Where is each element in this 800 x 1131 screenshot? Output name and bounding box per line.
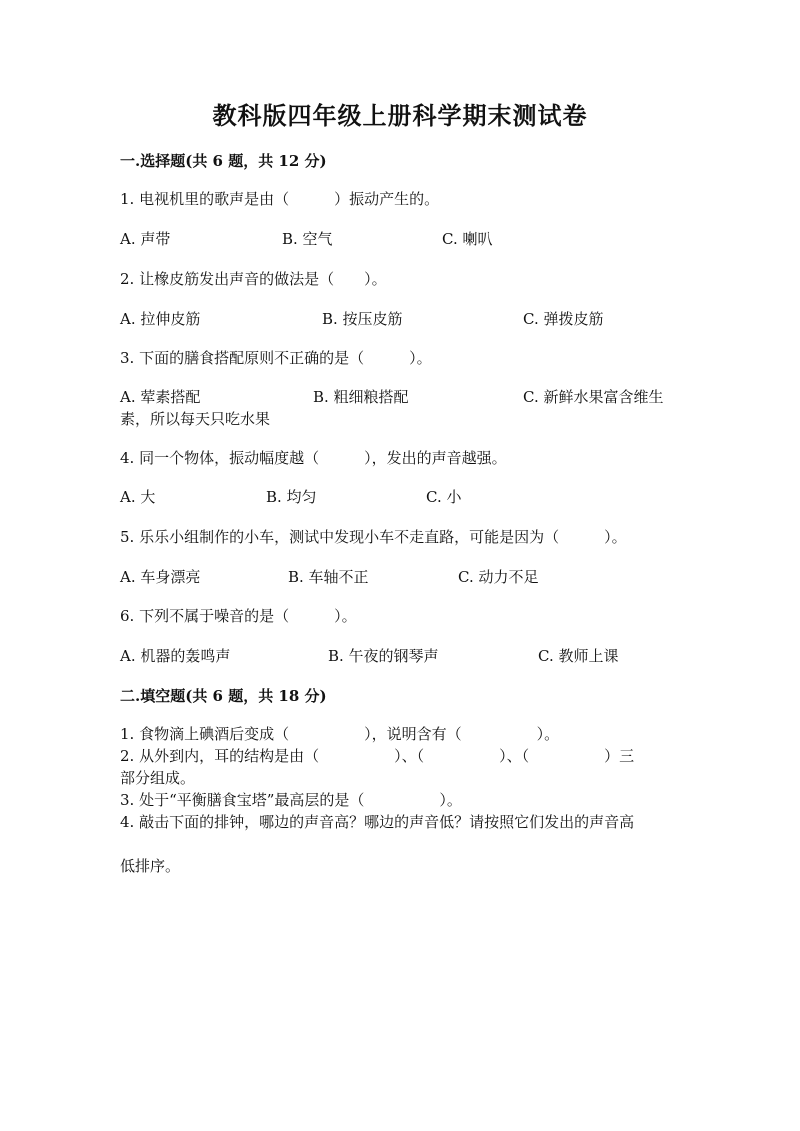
option-a: A. 机器的轰鸣声 <box>120 647 231 665</box>
option-b: B. 按压皮筋 <box>322 310 403 328</box>
option-b: B. 均匀 <box>266 488 317 506</box>
section-heading-choice: 一.选择题(共 6 题，共 12 分) <box>120 152 327 170</box>
option-c: C. 教师上课 <box>538 647 619 665</box>
option-a: A. 拉伸皮筋 <box>120 310 201 328</box>
fill-line: 低排序。 <box>120 857 181 875</box>
option-c: C. 喇叭 <box>442 230 493 248</box>
question-2-options <box>120 308 680 330</box>
question-4-options <box>120 486 680 508</box>
question-1: 1. 电视机里的歌声是由（ ）振动产生的。 <box>120 190 440 208</box>
question-3-options <box>120 386 680 430</box>
fill-line: 4. 敲击下面的排钟，哪边的声音高？哪边的声音低？请按照它们发出的声音高 <box>120 813 635 831</box>
page-title: 教科版四年级上册科学期末测试卷 <box>212 101 588 130</box>
fill-line: 1. 食物滴上碘酒后变成（ ），说明含有（ ）。 <box>120 725 560 743</box>
question-2: 2. 让橡皮筋发出声音的做法是（ ）。 <box>120 270 387 288</box>
option-c: C. 弹拨皮筋 <box>523 310 604 328</box>
option-b: B. 粗细粮搭配 <box>313 388 409 406</box>
option-c: C. 新鲜水果富含维生 <box>523 388 664 406</box>
option-a: A. 荤素搭配 <box>120 388 201 406</box>
option-c: C. 小 <box>426 488 462 506</box>
section-heading-fill: 二.填空题(共 6 题，共 18 分) <box>120 687 327 705</box>
fill-line: 3. 处于“平衡膳食宝塔”最高层的是（ ）。 <box>120 791 462 809</box>
question-5-options <box>120 566 680 588</box>
fill-line: 2. 从外到内，耳的结构是由（ ）、（ ）、（ ）三 <box>120 747 635 765</box>
option-c: C. 动力不足 <box>458 568 539 586</box>
option-a: A. 车身漂亮 <box>120 568 201 586</box>
option-b: B. 车轴不正 <box>288 568 369 586</box>
question-3: 3. 下面的膳食搭配原则不正确的是（ ）。 <box>120 349 432 367</box>
question-1-options <box>120 228 680 250</box>
fill-in-questions <box>120 723 680 877</box>
option-b: B. 午夜的钢琴声 <box>328 647 439 665</box>
option-b: B. 空气 <box>282 230 333 248</box>
question-5: 5. 乐乐小组制作的小车，测试中发现小车不走直路，可能是因为（ ）。 <box>120 528 627 546</box>
option-a: A. 声带 <box>120 230 171 248</box>
fill-line: 部分组成。 <box>120 769 196 787</box>
question-4: 4. 同一个物体，振动幅度越（ ），发出的声音越强。 <box>120 449 507 467</box>
option-a: A. 大 <box>120 488 156 506</box>
question-6-options <box>120 645 680 667</box>
question-6: 6. 下列不属于噪音的是（ ）。 <box>120 607 357 625</box>
option-c-continuation: 素，所以每天只吃水果 <box>120 410 271 428</box>
